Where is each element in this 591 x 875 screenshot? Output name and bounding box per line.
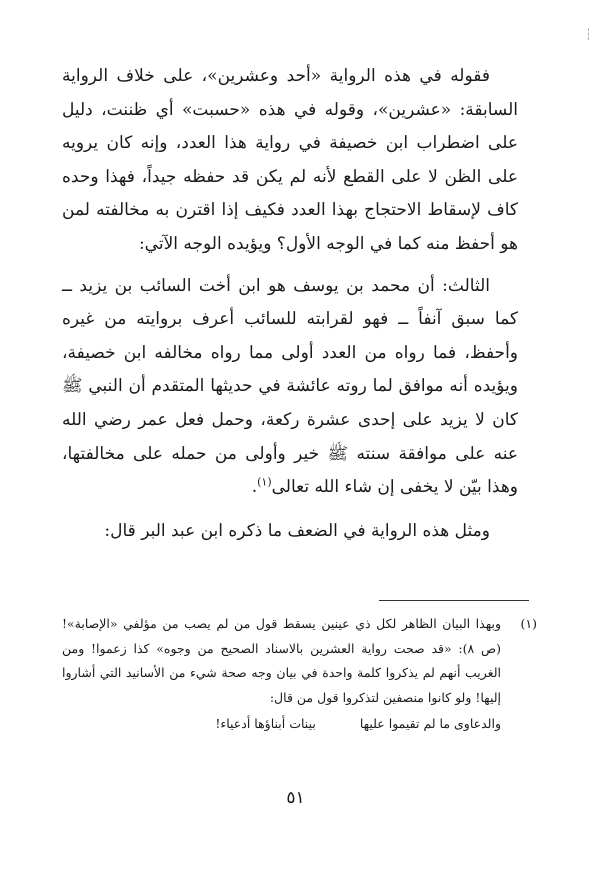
footnote-row: [62, 612, 537, 710]
footnote-number: (١): [520, 616, 537, 631]
paragraph-2: الثالث: أن محمد بن يوسف هو ابن أخت السائب بن يزيد ــ كما سبق آنفاً ــ فهو لقرابته للسائب أعرف بروايته من غيره وأحفظ، فما رواه من العدد أولى مما رواه مخالفه ابن خصيفة، ويؤيده أنه موافق لما روته عائشة في حديثها المتقدم أن النبي ﷺ كان لا يزيد على إحدى عشرة ركعة، وحمل فعل عمر رضي الله عنه على موافقة سنته ﷺ خير وأولى من حمله على مخالفتها، وهذا بيّن لا يخفى إن شاء الله تعالى$^{(١)}$.: [62, 275, 518, 498]
scan-edge-mark: [587, 28, 589, 40]
paragraph-2-text: الثالث: أن محمد بن يوسف هو ابن أخت السائب بن يزيد ــ كما سبق آنفاً ــ فهو لقرابته للسائب أعرف بروايته من غيره وأحفظ، فما رواه من العدد أولى مما رواه مخالفه ابن خصيفة، ويؤيده أنه موافق لما روته عائشة في حديثها المتقدم أن النبي ﷺ كان لا يزيد على إحدى عشرة ركعة، وحمل فعل عمر رضي الله عنه على موافقة سنته ﷺ خير وأولى من حمله على مخالفتها، وهذا بيّن لا يخفى إن شاء الله تعالى: [62, 275, 518, 498]
footnote-text: وبهذا البيان الظاهر لكل ذي عينين يسقط قول من لم يصب من مؤلفي «الإصابة»! (ص ٨): «قد صحت رواية العشرين بالاسناد الصحيح من وجوه» كذا زعموا! ومن الغريب أنهم لم يذكروا كلمة واحدة في بيان وجه صحة شيء من الأسانيد التي أشاروا إليها! ولو كانوا منصفين لتذكروا قول من قال:: [62, 616, 502, 705]
paragraph-3: ومثل هذه الرواية في الضعف ما ذكره ابن عبد البر قال:: [104, 520, 490, 541]
main-body-text: [62, 60, 518, 548]
paragraph-1: فقوله في هذه الرواية «أحد وعشرين»، على خلاف الرواية السابقة: «عشرين»، وقوله في هذه «حسبت» أي ظننت، دليل على اضطراب ابن خصيفة في رواية هذا العدد، وإنه كان يرويه على الظن لا على القطع لأنه لم يكن قد حفظه جيداً، فهذا وحده كاف لإسقاط الاحتجاج بهذا العدد فكيف إذا اقترن به مخالفته لمن هو أحفظ منه كما في الوجه الأول؟ ويؤيده الوجه الآتي:: [62, 66, 518, 254]
footnote-verse: [62, 712, 537, 737]
verse-first-hemistich: والدعاوى ما لم تقيموا عليها: [359, 716, 501, 732]
page-number: ٥١: [286, 788, 305, 808]
verse-second-hemistich: بينات أبناؤها أدعياء!: [215, 716, 316, 732]
footnote-reference: (١): [257, 475, 272, 489]
footnote-divider: [379, 600, 529, 601]
footnote-block: [62, 612, 537, 737]
